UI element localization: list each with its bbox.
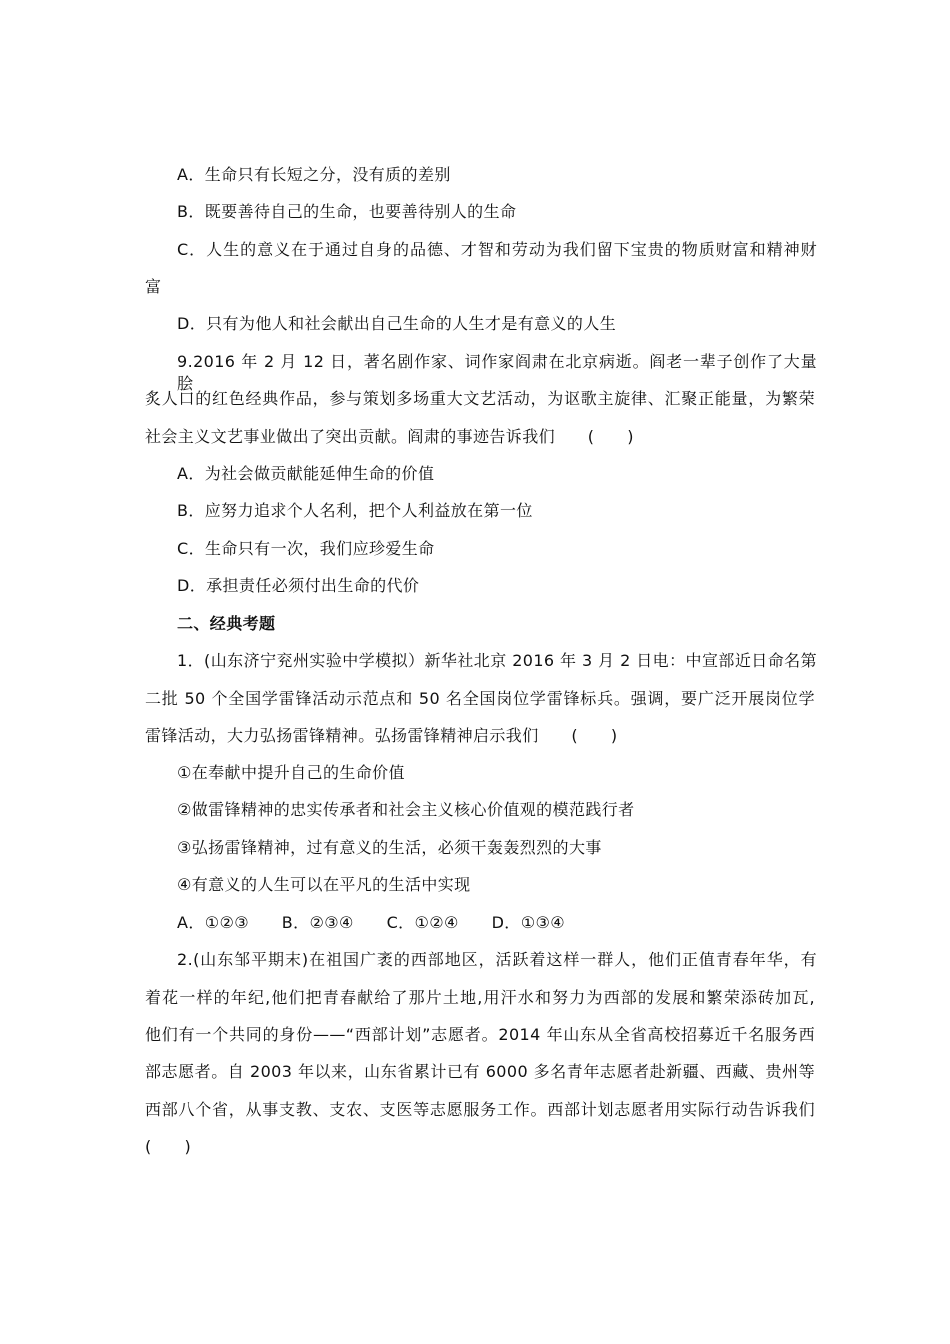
q9-stem-line: 社会主义文艺事业做出了突出贡献。阎肃的事迹告诉我们 ( ) xyxy=(145,427,634,446)
e2-answer-blank: ( ) xyxy=(145,1137,192,1156)
q9-option-c: C．生命只有一次，我们应珍爱生命 xyxy=(177,539,435,558)
e2-stem-line: 西部八个省，从事支教、支农、支医等志愿服务工作。西部计划志愿者用实际行动告诉我们 xyxy=(145,1100,815,1119)
e1-statement-1: ①在奉献中提升自己的生命价值 xyxy=(177,763,405,782)
q8-option-c-continued: 富 xyxy=(145,277,162,296)
q9-stem-line: 9.2016 年 2 月 12 日，著名剧作家、词作家阎肃在北京病逝。阎老一辈子创作了大量脍 xyxy=(177,352,817,393)
q9-stem-line: 炙人口的红色经典作品，参与策划多场重大文艺活动，为讴歌主旋律、汇聚正能量，为繁荣 xyxy=(145,389,815,408)
e1-stem-line: 二批 50 个全国学雷锋活动示范点和 50 名全国岗位学雷锋标兵。强调，要广泛开展岗位学 xyxy=(145,689,815,708)
e1-stem-line: 雷锋活动，大力弘扬雷锋精神。弘扬雷锋精神启示我们 ( ) xyxy=(145,726,618,745)
e1-statement-3: ③弘扬雷锋精神，过有意义的生活，必须干轰轰烈烈的大事 xyxy=(177,838,602,857)
e2-stem-line: 部志愿者。自 2003 年以来，山东省累计已有 6000 多名青年志愿者赴新疆、西藏、贵州等 xyxy=(145,1062,815,1081)
e1-choices: A．①②③ B．②③④ C．①②④ D．①③④ xyxy=(177,913,565,932)
q9-option-a: A．为社会做贡献能延伸生命的价值 xyxy=(177,464,435,483)
e1-statement-4: ④有意义的人生可以在平凡的生活中实现 xyxy=(177,875,471,894)
e1-stem-line: 1．(山东济宁兖州实验中学模拟）新华社北京 2016 年 3 月 2 日电：中宣部近日命名第 xyxy=(177,651,817,670)
e1-statement-2: ②做雷锋精神的忠实传承者和社会主义核心价值观的模范践行者 xyxy=(177,800,635,819)
e2-stem-line: 他们有一个共同的身份——“西部计划”志愿者。2014 年山东从全省高校招募近千名服务西 xyxy=(145,1025,815,1044)
q8-option-a: A．生命只有长短之分，没有质的差别 xyxy=(177,165,451,184)
e2-stem-line: 着花一样的年纪,他们把青春献给了那片土地,用汗水和努力为西部的发展和繁荣添砖加瓦, xyxy=(145,988,815,1007)
e2-stem-line: 2.(山东邹平期末)在祖国广袤的西部地区，活跃着这样一群人，他们正值青春年华，有 xyxy=(177,950,817,969)
section-title: 二、经典考题 xyxy=(177,614,276,633)
q9-option-b: B．应努力追求个人名利，把个人利益放在第一位 xyxy=(177,501,533,520)
q8-option-b: B．既要善待自己的生命，也要善待别人的生命 xyxy=(177,202,517,221)
q9-option-d: D．承担责任必须付出生命的代价 xyxy=(177,576,420,595)
q8-option-d: D．只有为他人和社会献出自己生命的人生才是有意义的人生 xyxy=(177,314,617,333)
q8-option-c: C．人生的意义在于通过自身的品德、才智和劳动为我们留下宝贵的物质财富和精神财 xyxy=(177,240,817,259)
